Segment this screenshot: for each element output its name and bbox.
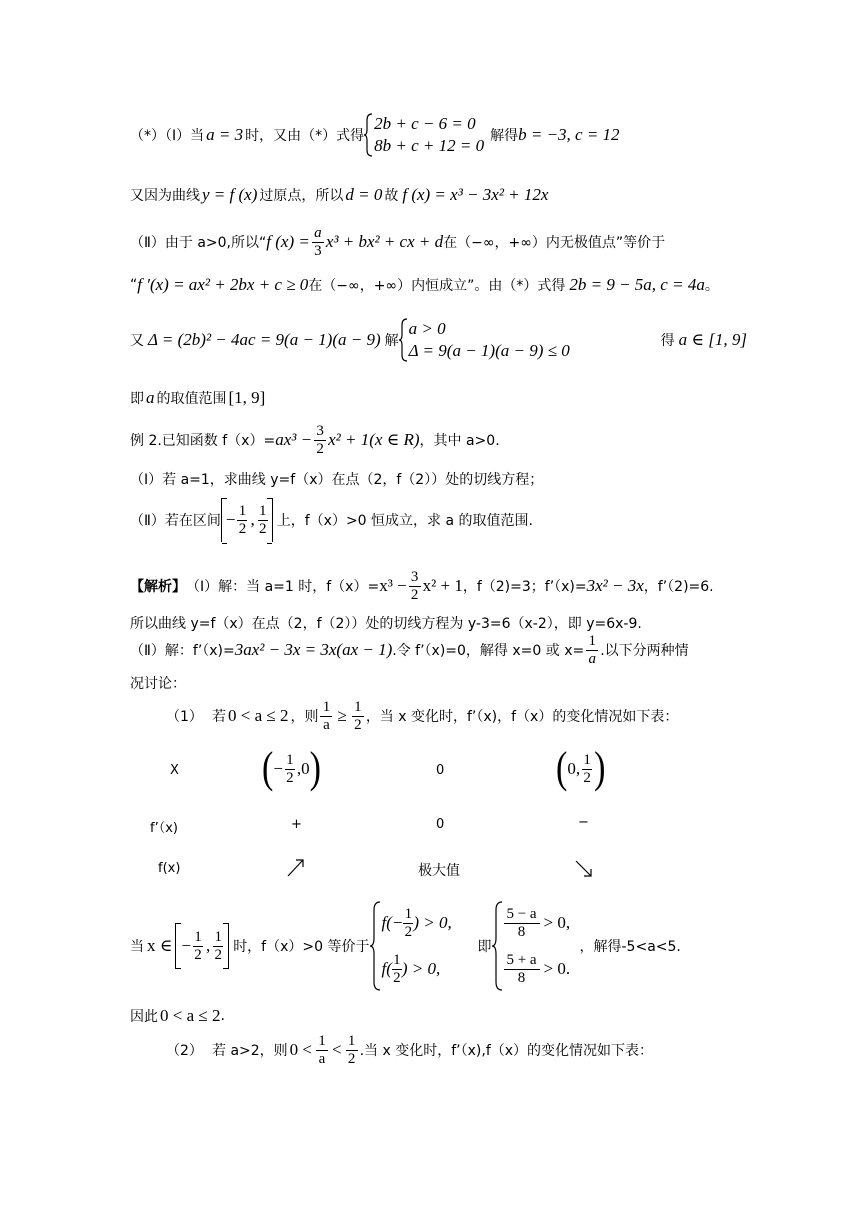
interval-zero-half: ( 0, 1 2 ) (556, 744, 606, 793)
fraction (504, 906, 540, 941)
analysis-tag: 【解析】 (130, 579, 186, 595)
text: ，f（2)=3；f’（x)= (462, 579, 587, 595)
table-cell: + (291, 817, 302, 832)
fraction (312, 225, 324, 260)
text: 若 a>2，则 (212, 1043, 288, 1059)
case-label: （1） (166, 709, 203, 725)
math: > 0, (543, 913, 571, 932)
numerator: 3 (410, 568, 419, 585)
line-case-a3 (130, 112, 620, 158)
text: 即 (477, 939, 492, 955)
equation-system (374, 113, 484, 157)
denominator: 8 (517, 969, 526, 986)
left-brace (370, 900, 382, 992)
line-part2 (130, 222, 665, 262)
math: y = f (x) (202, 185, 258, 204)
fraction (582, 752, 592, 787)
math: x³ − (379, 576, 407, 595)
denominator: 2 (258, 520, 267, 537)
fraction (346, 1033, 358, 1068)
left-brace (492, 900, 504, 992)
question-1 (130, 468, 543, 490)
numerator: 1 (583, 751, 591, 768)
numerator: a (314, 224, 322, 241)
numerator: 1 (258, 502, 267, 519)
case-1 (166, 696, 678, 736)
line-range (130, 385, 265, 411)
denominator: 2 (354, 716, 362, 733)
text: 在（−∞，+∞）内恒成立”。由（*）式得 (308, 278, 566, 294)
line-equivalent (130, 272, 719, 298)
left-brace (399, 317, 409, 363)
text: .以下分两种情 (600, 643, 689, 659)
math: f( (381, 959, 392, 978)
equation: 8b + c + 12 = 0 (374, 136, 485, 155)
table-cell-max: 极大值 (418, 863, 460, 879)
case-label: （2） (166, 1043, 203, 1059)
conclusion-case1 (130, 1004, 225, 1028)
text: 时，又由（*）式得 (245, 128, 365, 144)
denominator: a (588, 650, 596, 667)
math: f (x) = (266, 232, 310, 251)
text: （Ⅱ）若在区间 (130, 513, 221, 529)
text: 若 (212, 709, 226, 725)
numerator: 3 (316, 422, 324, 439)
solution-part1 (130, 566, 714, 606)
text: （Ⅱ）解：f’（x)= (130, 643, 235, 659)
fraction (320, 699, 332, 734)
denominator: 2 (214, 946, 222, 963)
text: ，f’（2)=6. (643, 579, 714, 595)
numerator: 1 (354, 698, 362, 715)
denominator: 8 (517, 923, 526, 940)
math: d = 0 (345, 185, 383, 204)
numerator: 1 (286, 751, 294, 768)
inequality-system (382, 900, 478, 992)
table-row-label-x: X (170, 763, 179, 778)
inequality (382, 900, 478, 946)
text: （Ⅱ）由于 a>0,所以“ (130, 235, 267, 251)
fraction (586, 633, 598, 668)
inequality (504, 900, 580, 946)
bracket-left (222, 498, 227, 544)
text: ，其中 a>0. (419, 433, 500, 449)
numerator: 5 + a (506, 951, 537, 968)
increasing-arrow-icon (286, 856, 306, 878)
math: f ′(x) = ax² + 2bx + c ≥ 0 (137, 275, 309, 294)
math: ax³ − (275, 430, 313, 449)
denominator: 2 (194, 946, 202, 963)
interval: − 1 2 , 1 2 (175, 923, 229, 969)
question-2 (130, 496, 533, 544)
math: 0 < (289, 1040, 313, 1059)
math: > 0. (543, 959, 571, 978)
math: ) > 0, (413, 913, 452, 932)
text: .令 f’（x)=0，解得 x=0 或 x= (392, 643, 585, 659)
fraction (237, 503, 247, 538)
inequality-system (504, 900, 580, 992)
line-origin (130, 182, 548, 208)
text: 当 (130, 939, 144, 955)
text: 所以曲线 y=f（x）在点（2，f（2））处的切线方程为 y-3=6（x-2），即 y=6x-9. (130, 616, 642, 632)
denominator: 2 (404, 923, 413, 940)
denominator: 2 (286, 769, 294, 786)
math: f(− (381, 913, 404, 932)
bracket-right (267, 498, 272, 544)
fraction (314, 423, 326, 458)
numerator: 5 − a (506, 905, 537, 922)
text: 。 (704, 278, 719, 294)
denominator: a (323, 716, 330, 733)
fraction (213, 929, 223, 964)
fraction (352, 699, 364, 734)
fraction (504, 952, 540, 987)
fraction (409, 569, 421, 604)
math: 3x² − 3x (586, 576, 644, 595)
numerator: 1 (347, 1032, 356, 1049)
text: ，则 (290, 709, 319, 725)
math: [1, 9] (228, 388, 266, 407)
math: 3ax² − 3x = 3x(ax − 1) (234, 640, 393, 659)
text: 解得 (490, 128, 519, 144)
decreasing-arrow-icon (574, 858, 594, 880)
example-2 (130, 420, 500, 460)
text: 况讨论： (130, 676, 186, 692)
fraction (403, 906, 413, 941)
numerator: 1 (322, 698, 331, 715)
table-cell: 0 (436, 817, 445, 832)
text: （Ⅰ）解：当 a=1 时，f（x）= (186, 579, 380, 595)
text: 解 (384, 333, 399, 349)
left-brace (364, 112, 374, 158)
text: . (220, 1008, 225, 1024)
math: x³ + bx² + cx + d (325, 232, 444, 251)
table-row-label-fprime: f’（x) (150, 821, 178, 836)
numerator: 1 (404, 905, 413, 922)
text: 因此 (130, 1009, 158, 1025)
denominator: 2 (410, 586, 419, 603)
text: （Ⅰ）若 a=1，求曲线 y=f（x）在点（2，f（2））处的切线方程； (130, 472, 544, 488)
denominator: 2 (316, 440, 324, 457)
text: 的取值范围 (156, 391, 227, 407)
denominator: 2 (583, 769, 591, 786)
condition-line (130, 900, 681, 992)
text: “ (130, 277, 138, 293)
math: 2b = 9 − 5a, c = 4a (569, 275, 705, 294)
interval-neg-half-zero: ( − 1 2 ,0 ) (262, 744, 321, 793)
text: 例 2.已知函数 f（x）= (130, 433, 276, 449)
math: Δ = (2b)² − 4ac = 9(a − 1)(a − 9) (148, 330, 381, 349)
numerator: 1 (214, 928, 222, 945)
denominator: 3 (314, 242, 322, 259)
text: 又因为曲线 (130, 188, 200, 204)
numerator: 1 (194, 928, 202, 945)
math: 0 < a ≤ 2 (160, 1006, 221, 1025)
solution-part2 (130, 630, 689, 670)
condition: a > 0 (408, 319, 446, 338)
fraction (193, 929, 203, 964)
table-row-label-f: f(x) (158, 861, 181, 876)
math: b = −3, c = 12 (518, 125, 620, 144)
math: 0 < a ≤ 2 (228, 706, 289, 725)
text: 又 (130, 333, 144, 349)
numerator: 1 (588, 632, 596, 649)
math: x² + 1(x ∈ R) (328, 430, 420, 449)
math: x² + 1 (422, 576, 463, 595)
denominator: a (318, 1050, 326, 1067)
condition: Δ = 9(a − 1)(a − 9) ≤ 0 (408, 341, 570, 360)
text: 过原点，所以 (259, 188, 344, 204)
math: x ∈ (147, 936, 173, 955)
denominator: 2 (238, 520, 247, 537)
fraction (316, 1033, 328, 1068)
text: ，当 x 变化时，f’（x)，f（x）的变化情况如下表： (365, 709, 679, 725)
text: .当 x 变化时，f’（x),f（x）的变化情况如下表： (359, 1043, 654, 1059)
table-cell: − (578, 815, 589, 830)
text: 在（−∞，+∞）内无极值点”等价于 (443, 235, 666, 251)
text: 上，f（x）>0 恒成立，求 a 的取值范围. (276, 513, 533, 529)
math: < (332, 1040, 342, 1059)
math: f (x) = x³ − 3x² + 12x (402, 185, 549, 204)
text: 得 (660, 333, 675, 349)
fraction (285, 752, 295, 787)
equation: 2b + c − 6 = 0 (374, 114, 476, 133)
table-cell: 0 (436, 763, 445, 778)
text: 时，f（x）>0 等价于 (233, 939, 370, 955)
solution-cases (130, 672, 186, 694)
denominator: 2 (347, 1050, 356, 1067)
interval: − 1 2 , 1 2 (221, 498, 273, 542)
line-delta (130, 316, 747, 364)
math: a = 3 (206, 125, 244, 144)
condition-system (409, 318, 661, 362)
numerator: 1 (238, 502, 247, 519)
math: ) > 0, (401, 959, 441, 978)
text: 即 (130, 391, 144, 407)
denominator: 2 (393, 969, 401, 986)
text: 故 (384, 188, 399, 204)
case-2 (166, 1030, 653, 1070)
fraction (392, 952, 402, 987)
math: a (146, 388, 155, 407)
text: ，解得-5<a<5. (579, 939, 681, 955)
math: a ∈ [1, 9] (678, 330, 747, 349)
inequality (504, 946, 580, 992)
math: ≥ (337, 706, 347, 725)
numerator: 1 (318, 1032, 326, 1049)
inequality (382, 946, 478, 992)
numerator: 1 (393, 951, 401, 968)
text: （*）（Ⅰ）当 (130, 128, 205, 144)
